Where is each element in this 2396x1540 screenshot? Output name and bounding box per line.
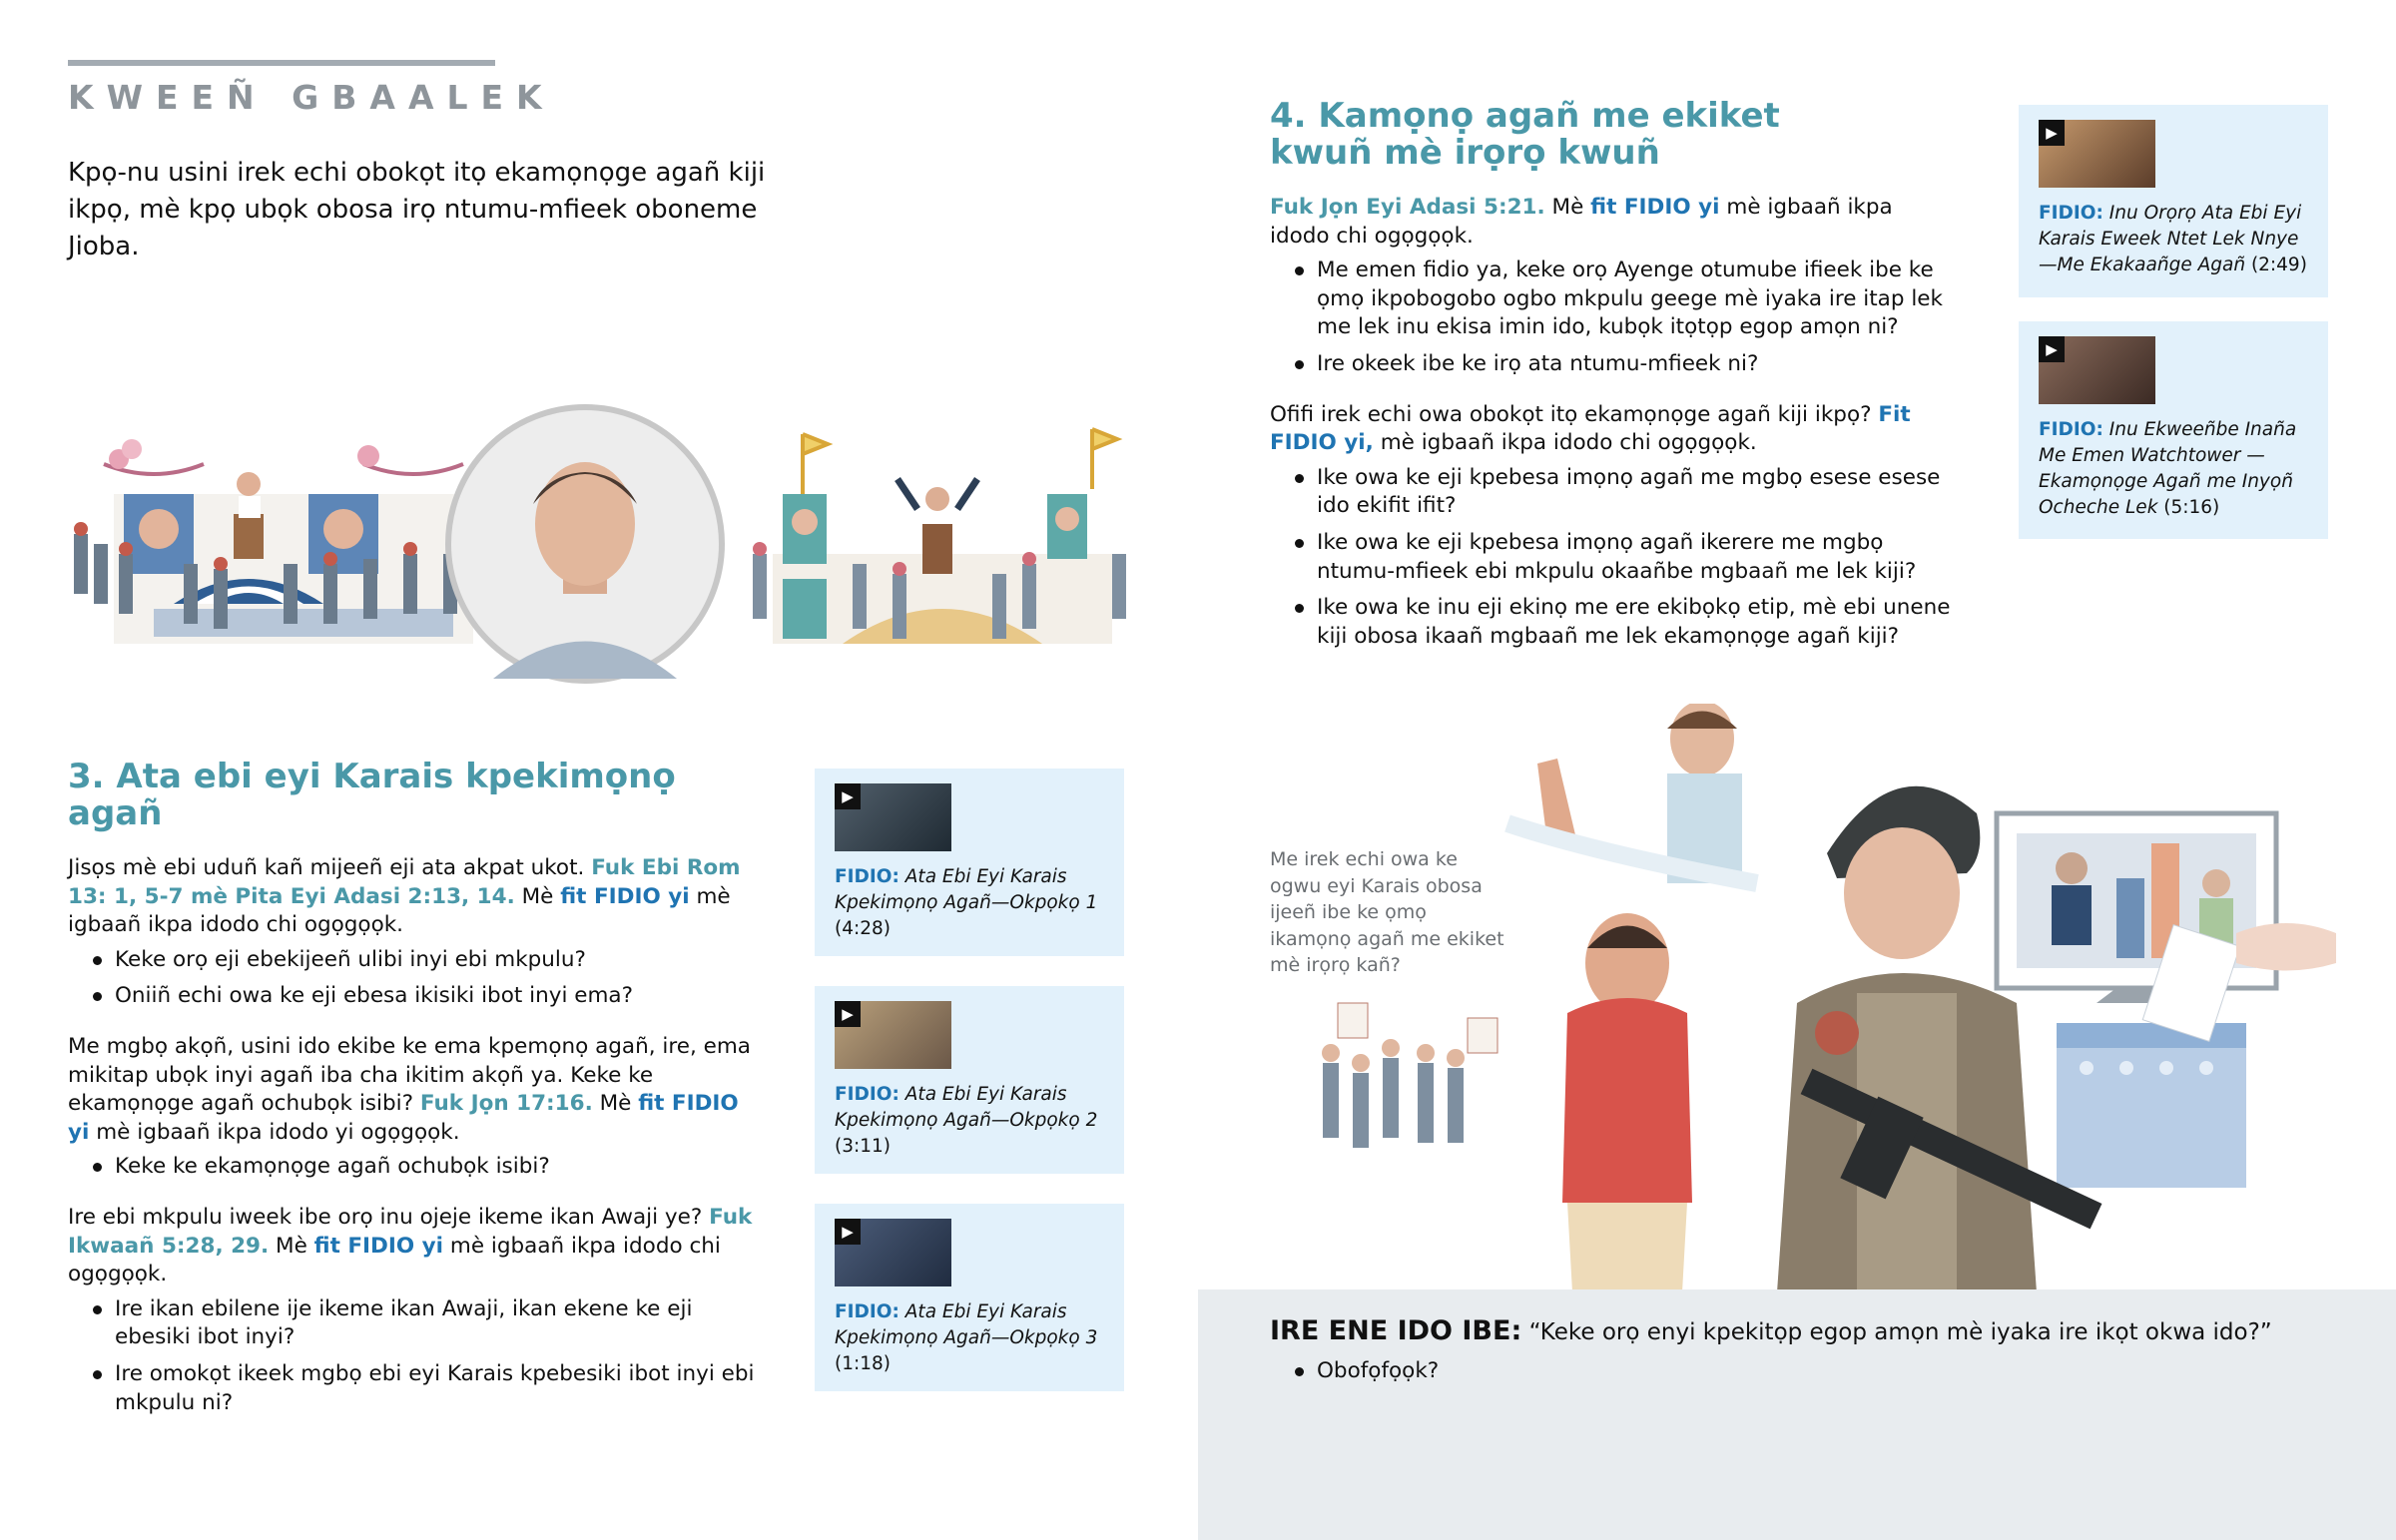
question-list — [1270, 257, 1959, 378]
video-caption — [2039, 201, 2313, 278]
intro-text: Kpọ-nu usini irek echi obokọt itọ ekamọnọge agañ kiji ikpọ, mè kpọ ubọk obosa irọ ntumu-mfieek oboneme Jioba. — [68, 158, 766, 261]
video-thumbnail[interactable] — [835, 1219, 951, 1286]
video-label: FIDIO: — [2039, 203, 2103, 224]
play-icon[interactable]: ▶ — [2039, 336, 2065, 362]
paragraph-text: mè igbaañ ikpa idodo yi ogọgọọk. — [96, 1119, 460, 1145]
ire-ene-list — [1270, 1357, 2368, 1386]
scripture-link[interactable]: Fuk Ebi Rom 13: 1, 5-7 mè Pita Eyi Adasi 2:13, 14. — [68, 855, 741, 909]
neutrality-illustration — [1298, 704, 2356, 1292]
question-item: Ire okeek ibe ke irọ ata ntumu-mfieek ni? — [1317, 350, 1959, 379]
scripture-link[interactable]: Fuk Jọn Eyi Adasi 5:21. — [1270, 195, 1545, 220]
section-4-title — [1270, 98, 1959, 172]
question-item: Keke orọ eji ebekijeeñ ulibi inyi ebi mkpulu? — [115, 946, 767, 975]
campaign-illustration-svg — [64, 404, 1162, 689]
section-4-paragraph-1 — [1270, 194, 1959, 251]
video-caption — [2039, 417, 2313, 521]
neutrality-illustration-svg — [1298, 704, 2356, 1292]
video-title[interactable]: Ata Ebi Eyi Karais Kpekimọnọ Agañ—Okpọkọ 3 — [835, 1301, 1098, 1348]
ire-ene-box — [1270, 1317, 2368, 1393]
ire-ene-label: IRE ENE IDO IBE: — [1270, 1315, 1522, 1346]
question-list — [1270, 464, 1959, 652]
video-thumbnail[interactable] — [835, 1001, 951, 1069]
video-label: FIDIO: — [835, 1084, 899, 1105]
section-3-paragraph-3 — [68, 1204, 767, 1289]
play-icon[interactable]: ▶ — [835, 1001, 861, 1027]
paragraph-text: Mè — [1551, 195, 1584, 220]
video-label: FIDIO: — [835, 866, 899, 887]
question-item: Ike owa ke eji kpebesa imọnọ agañ ikerere me mgbọ ntumu-mfieek ebi mkpulu okaañbe mgbaañ me lek kiji? — [1317, 529, 1959, 586]
video-duration: (4:28) — [835, 918, 891, 939]
paragraph-text: mè igbaañ ikpa idodo chi ogọgọọk. — [68, 883, 731, 938]
ire-ene-quote: “Keke orọ enyi kpekitọp egop amọn mè iyaka ire ikọt okwa ido?” — [1528, 1319, 2272, 1345]
section-3-paragraph-2 — [68, 1033, 767, 1147]
fidio-link[interactable]: fit FIDIO yi — [560, 883, 690, 909]
question-list — [68, 1153, 767, 1182]
paragraph-text: Mè — [276, 1233, 307, 1259]
video-card[interactable] — [815, 986, 1124, 1174]
video-label: FIDIO: — [835, 1301, 899, 1322]
video-card[interactable] — [815, 769, 1124, 956]
fidio-link[interactable]: fit FIDIO yi — [313, 1233, 444, 1259]
video-duration: (2:49) — [2250, 255, 2307, 275]
video-label: FIDIO: — [2039, 419, 2103, 440]
video-title[interactable]: Ata Ebi Eyi Karais Kpekimọnọ Agañ—Okpọkọ 1 — [835, 866, 1098, 913]
video-duration: (3:11) — [835, 1136, 891, 1157]
paragraph-text: Mè — [599, 1091, 632, 1117]
question-item: Ire omokọt ikeek mgbọ ebi eyi Karais kpebesiki ibot inyi ebi mkpulu ni? — [115, 1360, 767, 1417]
video-card[interactable] — [815, 1204, 1124, 1391]
question-item: Ire ikan ebilene ije ikeme ikan Awaji, ikan ekene ke eji ebesiki ibot inyi? — [115, 1295, 767, 1352]
question-item: Oniiñ echi owa ke eji ebesa ikisiki ibot inyi ema? — [115, 982, 767, 1011]
fidio-link[interactable]: fit FIDIO yi — [68, 1091, 739, 1145]
video-duration: (1:18) — [835, 1353, 891, 1374]
video-card[interactable] — [2019, 321, 2328, 539]
scripture-link[interactable]: Fuk Ikwaañ 5:28, 29. — [68, 1204, 753, 1259]
paragraph-text: Mè — [521, 883, 554, 909]
question-item: Me emen fidio ya, keke orọ Ayenge otumube ifieek ibe ke ọmọ ikpobogobo ogbo mkpulu geege mè iyaka ire itap lek me lek inu ekisa imin ido, kubọk itọtọp egop amọn ni? — [1317, 257, 1959, 342]
question-list — [68, 1295, 767, 1417]
fidio-link[interactable]: fit FIDIO yi — [1590, 195, 1720, 220]
question-item: Ike owa ke inu eji ekinọ me ere ekibọkọ etip, mè ebi unene kiji obosa ikaañ mgbaañ me lek ekamọnọge agañ kiji? — [1317, 594, 1959, 651]
video-thumbnail[interactable] — [2039, 336, 2155, 404]
fidio-link[interactable]: Fit FIDIO yi, — [1270, 401, 1911, 456]
ire-ene-line — [1270, 1317, 2368, 1347]
paragraph-text: Me mgbọ akọñ, usini ido ekibe ke ema kpemọnọ agañ, ire, ema mikitap ubọk inyi agañ iba cha ikitim akọñ ya. Keke ke ekamọnọge agañ ochubọk isibi? — [68, 1033, 751, 1117]
video-caption — [835, 864, 1104, 942]
video-card[interactable] — [2019, 105, 2328, 297]
section-3-title: 3. Ata ebi eyi Karais kpekimọnọ agañ — [68, 757, 676, 833]
illustration-caption: Me irek echi owa ke ogwu eyi Karais obosa ijeeñ ibe ke ọmọ ikamọnọ agañ me ekiket mè irọrọ kañ? — [1270, 848, 1504, 976]
video-title[interactable]: Inu Ekweeñbe Inaña Me Emen Watchtower —Ekamọnọge Agañ me Inyọñ Ocheche Lek — [2039, 419, 2297, 518]
section-4-paragraph-2 — [1270, 401, 1959, 458]
section-4-title-line-1: 4. Kamọnọ agañ me ekiket — [1270, 96, 1780, 136]
play-icon[interactable]: ▶ — [835, 783, 861, 809]
header-rule — [68, 60, 495, 66]
play-icon[interactable]: ▶ — [2039, 120, 2065, 146]
question-item: Ike owa ke eji kpebesa imọnọ agañ me mgbọ esese esese ido ekifit ifit? — [1317, 464, 1959, 521]
ire-ene-item: Obofọfọọk? — [1317, 1357, 2368, 1386]
video-caption — [835, 1299, 1104, 1377]
question-item: Keke ke ekamọnọge agañ ochubọk isibi? — [115, 1153, 767, 1182]
campaign-illustration — [64, 404, 1162, 689]
paragraph-text: mè igbaañ ikpa idodo chi ogọgọọk. — [1270, 195, 1893, 249]
paragraph-text: Ire ebi mkpulu iweek ibe orọ inu ojeje ikeme ikan Awaji ye? — [68, 1204, 703, 1230]
paragraph-text: Ofifi irek echi owa obokọt itọ ekamọnọge agañ kiji ikpọ? — [1270, 401, 1872, 427]
video-title[interactable]: Ata Ebi Eyi Karais Kpekimọnọ Agañ—Okpọkọ 2 — [835, 1084, 1098, 1131]
play-icon[interactable]: ▶ — [835, 1219, 861, 1245]
section-3 — [68, 759, 767, 1425]
section-4 — [1270, 98, 1959, 659]
video-thumbnail[interactable] — [2039, 120, 2155, 188]
video-thumbnail[interactable] — [835, 783, 951, 851]
video-duration: (5:16) — [2163, 497, 2220, 518]
section-3-paragraph-1 — [68, 854, 767, 940]
section-kicker: KWEEÑ GBAALEK — [68, 78, 555, 117]
question-list — [68, 946, 767, 1011]
paragraph-text: mè igbaañ ikpa idodo chi ogọgọọk. — [1380, 430, 1757, 456]
section-4-title-line-2: kwuñ mè irọrọ kwuñ — [1270, 133, 1660, 173]
paragraph-text: mè igbaañ ikpa idodo chi ogọgọọk. — [68, 1233, 721, 1287]
scripture-link[interactable]: Fuk Jọn 17:16. — [419, 1091, 593, 1117]
paragraph-text: Jisọs mè ebi uduñ kañ mijeeñ eji ata akpat ukot. — [68, 855, 585, 880]
video-caption — [835, 1082, 1104, 1160]
video-title[interactable]: Inu Orọrọ Ata Ebi Eyi Karais Eweek Ntet Lek Nnye —Me Ekakaañge Agañ — [2039, 203, 2302, 275]
